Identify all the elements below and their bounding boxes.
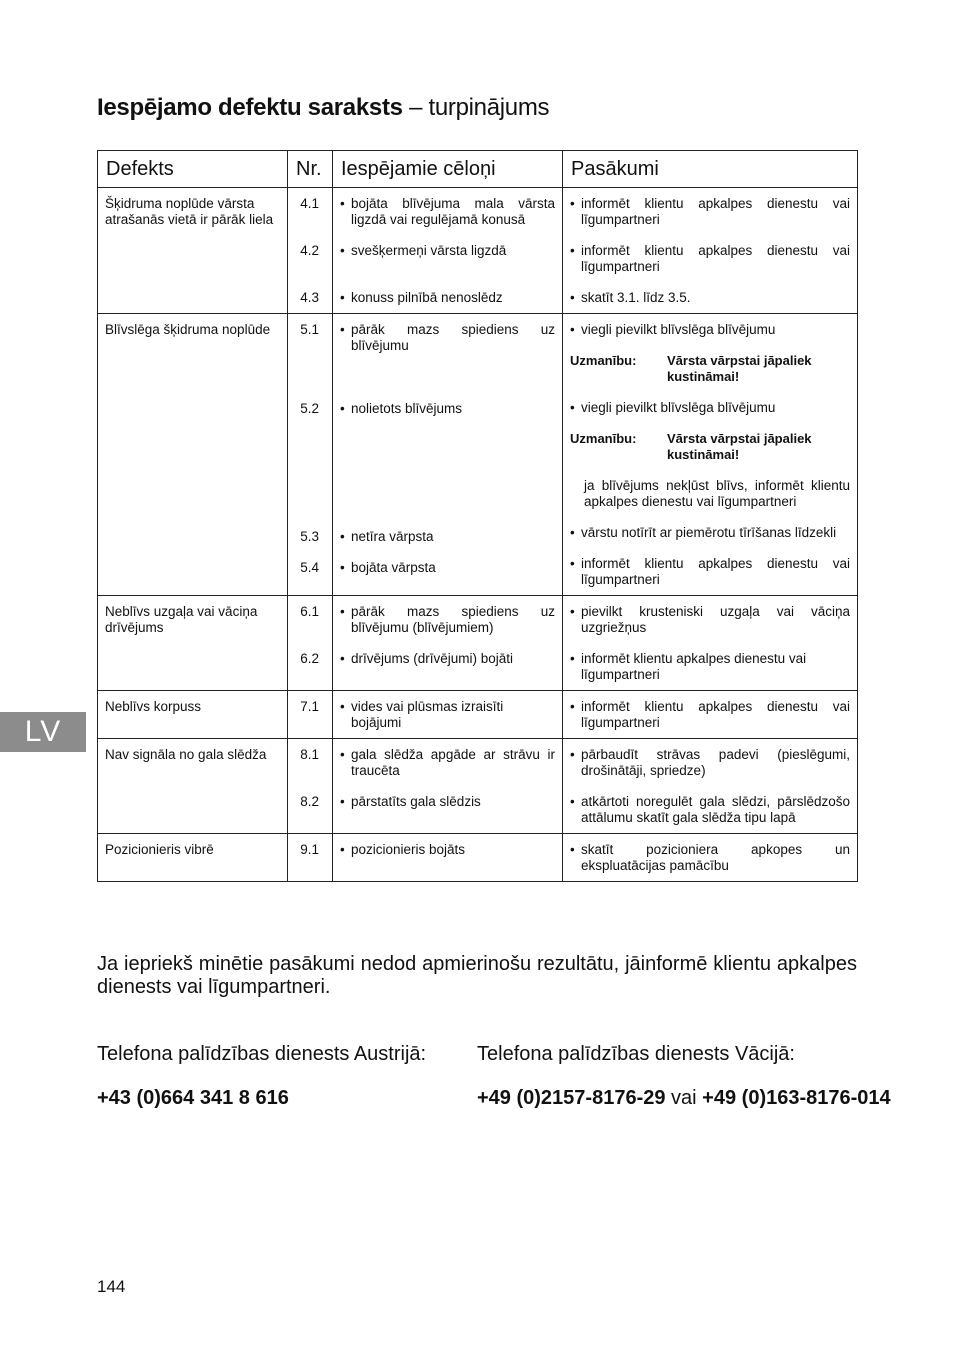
phone-numbers bbox=[477, 1087, 891, 1110]
list-item: • informēt klientu apkalpes dienestu vai līgumpartneri bbox=[570, 196, 850, 227]
defects-table bbox=[97, 150, 858, 882]
list-item: • skatīt 3.1. līdz 3.5. bbox=[570, 290, 691, 305]
table-row bbox=[98, 739, 858, 834]
list-item: • atkārtoti noregulēt gala slēdzi, pārslēdzošo attālumu skatīt gala slēdža tipu lapā bbox=[570, 794, 850, 825]
table-header-row bbox=[98, 151, 858, 188]
list-item: • pārāk mazs spiediens uz blīvējumu bbox=[340, 322, 555, 353]
action-cell bbox=[563, 834, 858, 882]
title-rest: – turpinājums bbox=[402, 94, 550, 121]
contact-label: Telefona palīdzības dienests Austrijā: bbox=[97, 1043, 427, 1065]
closing-note: Ja iepriekš minētie pasākumi nedod apmierinošu rezultātu, jāinformē klientu apkalpes dienests vai līgumpartneri. bbox=[97, 953, 857, 998]
header-actions: Pasākumi bbox=[563, 151, 858, 188]
defect-cell: Blīvslēga šķidruma noplūde bbox=[98, 314, 288, 596]
list-item: • pievilkt krusteniski uzgaļa vai vāciņa uzgriežņus bbox=[570, 604, 850, 635]
nr-cell: 9.1 bbox=[288, 834, 333, 882]
phone-number: +49 (0)2157-8176-29 bbox=[477, 1087, 666, 1109]
list-item: • informēt klientu apkalpes dienestu vai līgumpartneri bbox=[570, 556, 850, 587]
warning-note: Uzmanību: Vārsta vārpstai jāpaliek kustināmai! bbox=[570, 431, 812, 462]
list-item: • informēt klientu apkalpes dienestu vai līgumpartneri bbox=[570, 699, 850, 730]
list-item: • viegli pievilkt blīvslēga blīvējumu bbox=[570, 400, 776, 415]
header-nr: Nr. bbox=[288, 151, 333, 188]
table-row bbox=[98, 314, 858, 596]
extra-note: ja blīvējums nekļūst blīvs, informēt klientu apkalpes dienestu vai līgumpartneri bbox=[584, 478, 850, 509]
cause-cell bbox=[333, 188, 563, 314]
list-item: • nolietots blīvējums bbox=[340, 401, 463, 416]
language-tab: LV bbox=[0, 712, 86, 752]
action-cell bbox=[563, 188, 858, 314]
list-item: • konuss pilnībā nenoslēdz bbox=[340, 290, 503, 305]
table-row bbox=[98, 834, 858, 882]
list-item: • bojāta vārpsta bbox=[340, 560, 436, 575]
cause-cell bbox=[333, 596, 563, 691]
nr-cell: 7.1 bbox=[288, 691, 333, 739]
warning-note: Uzmanību: Vārsta vārpstai jāpaliek kustināmai! bbox=[570, 353, 812, 384]
action-cell bbox=[563, 691, 858, 739]
defect-cell: Neblīvs korpuss bbox=[98, 691, 288, 739]
defect-cell: Nav signāla no gala slēdža bbox=[98, 739, 288, 834]
page-number: 144 bbox=[97, 1277, 126, 1296]
nr-cell: 6.1 6.2 bbox=[288, 596, 333, 691]
list-item: • vides vai plūsmas izraisīti bojājumi bbox=[340, 699, 504, 730]
header-defect: Defekts bbox=[98, 151, 288, 188]
nr-cell: 5.1 5.2 5.3 5.4 bbox=[288, 314, 333, 596]
header-causes: Iespējamie cēloņi bbox=[333, 151, 563, 188]
action-cell bbox=[563, 739, 858, 834]
defect-cell: Šķidruma noplūde vārsta atrašanās vietā ir pārāk liela bbox=[98, 188, 288, 314]
table-row bbox=[98, 691, 858, 739]
list-item: • informēt klientu apkalpes dienestu vai līgumpartneri bbox=[570, 651, 807, 682]
phone-separator: vai bbox=[665, 1087, 703, 1109]
action-cell bbox=[563, 314, 858, 596]
nr-cell: 8.1 8.2 bbox=[288, 739, 333, 834]
defect-cell: Pozicionieris vibrē bbox=[98, 834, 288, 882]
list-item: • pozicionieris bojāts bbox=[340, 842, 466, 857]
list-item: • informēt klientu apkalpes dienestu vai līgumpartneri bbox=[570, 243, 850, 274]
table-row bbox=[98, 596, 858, 691]
page-title bbox=[97, 94, 549, 122]
list-item: • pārstatīts gala slēdzis bbox=[340, 794, 481, 809]
phone-number: +43 (0)664 341 8 616 bbox=[97, 1087, 289, 1109]
list-item: • svešķermeņi vārsta ligzdā bbox=[340, 243, 507, 258]
list-item: • vārstu notīrīt ar piemērotu tīrīšanas līdzekli bbox=[570, 525, 837, 540]
table-row bbox=[98, 188, 858, 314]
list-item: • drīvējums (drīvējumi) bojāti bbox=[340, 651, 514, 666]
cause-cell bbox=[333, 739, 563, 834]
list-item: • skatīt pozicioniera apkopes un ekspluatācijas pamācību bbox=[570, 842, 850, 873]
cause-cell bbox=[333, 834, 563, 882]
action-cell bbox=[563, 596, 858, 691]
list-item: • viegli pievilkt blīvslēga blīvējumu bbox=[570, 322, 776, 337]
list-item: • pārbaudīt strāvas padevi (pieslēgumi, drošinātāji, spriedze) bbox=[570, 747, 850, 778]
cause-cell bbox=[333, 691, 563, 739]
contact-austria bbox=[97, 1043, 426, 1110]
list-item: • bojāta blīvējuma mala vārsta ligzdā vai regulējamā konusā bbox=[340, 196, 555, 227]
cause-cell bbox=[333, 314, 563, 596]
contact-label: Telefona palīdzības dienests Vācijā: bbox=[477, 1043, 795, 1065]
phone-number: +49 (0)163-8176-014 bbox=[702, 1087, 891, 1109]
defect-cell: Neblīvs uzgaļa vai vāciņa drīvējums bbox=[98, 596, 288, 691]
contact-germany bbox=[477, 1043, 891, 1110]
title-bold: Iespējamo defektu saraksts bbox=[97, 94, 403, 121]
nr-cell: 4.1 4.2 4.3 bbox=[288, 188, 333, 314]
list-item: • gala slēdža apgāde ar strāvu ir traucēta bbox=[340, 747, 555, 778]
list-item: • pārāk mazs spiediens uz blīvējumu (blīvējumiem) bbox=[340, 604, 555, 635]
list-item: • netīra vārpsta bbox=[340, 529, 434, 544]
